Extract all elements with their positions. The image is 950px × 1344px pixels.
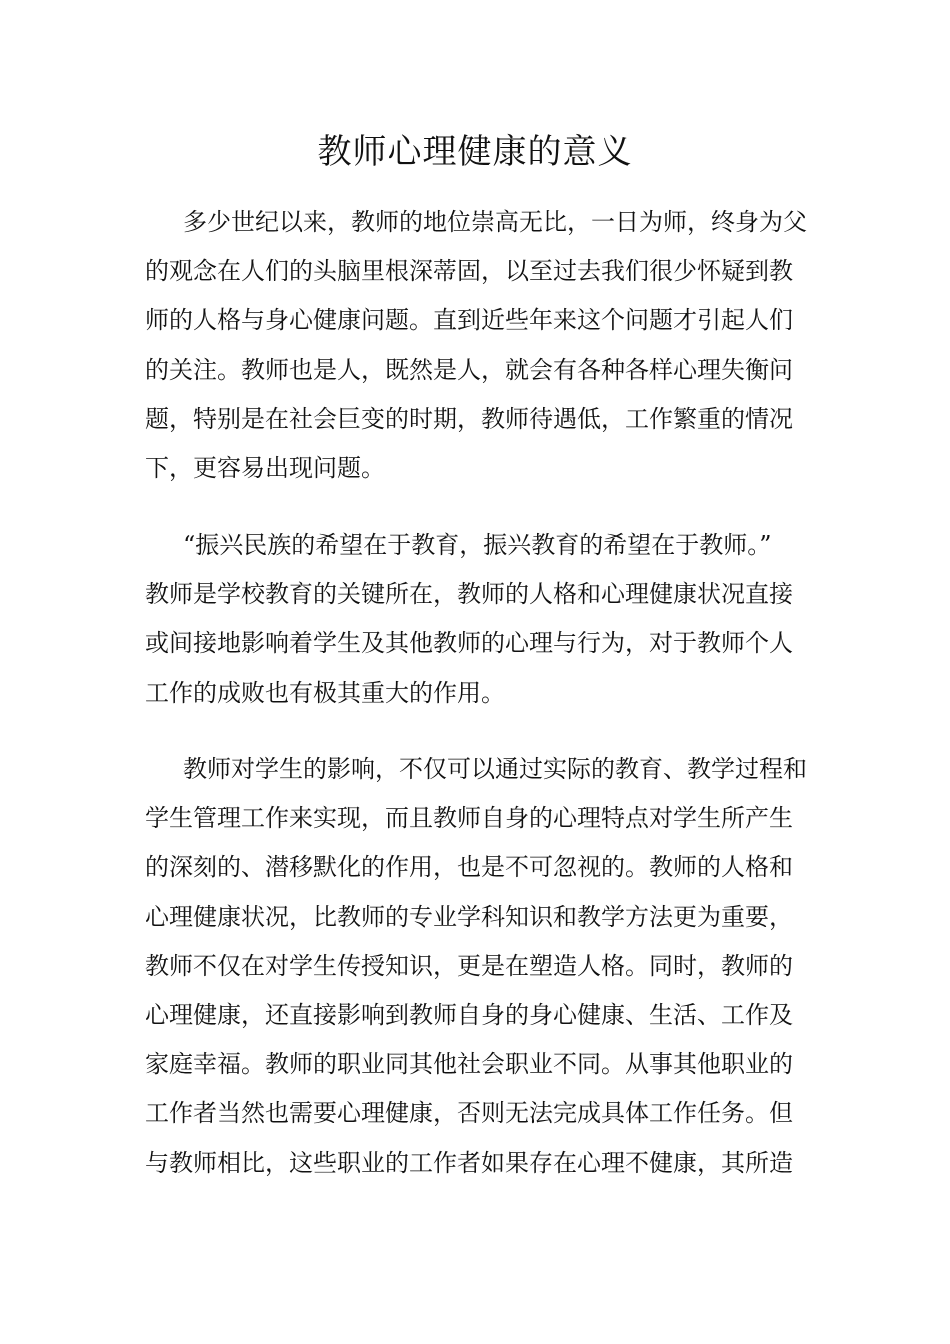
paragraph-line: 下，更容易出现问题。 bbox=[145, 453, 385, 482]
paragraph-line: 心理健康，还直接影响到教师自身的身心健康、生活、工作及 bbox=[145, 1000, 793, 1029]
paragraph-line: 工作的成败也有极其重大的作用。 bbox=[145, 678, 505, 707]
paragraph-line: 教师对学生的影响，不仅可以通过实际的教育、教学过程和 bbox=[183, 755, 807, 783]
paragraph-line: 多少世纪以来，教师的地位崇高无比，一日为师，终身为父 bbox=[183, 208, 807, 236]
paragraph-2 bbox=[145, 521, 810, 718]
paragraph-line: “振兴民族的希望在于教育，振兴教育的希望在于教师。” bbox=[183, 531, 772, 559]
paragraph-line: 心理健康状况，比教师的专业学科知识和教学方法更为重要， bbox=[145, 902, 793, 931]
paragraph-line: 教师是学校教育的关键所在，教师的人格和心理健康状况直接 bbox=[145, 580, 793, 609]
paragraph-line: 与教师相比，这些职业的工作者如果存在心理不健康，其所造 bbox=[145, 1148, 793, 1177]
paragraph-3 bbox=[145, 745, 810, 1188]
paragraph-line: 家庭幸福。教师的职业同其他社会职业不同。从事其他职业的 bbox=[145, 1050, 793, 1079]
paragraph-line: 或间接地影响着学生及其他教师的心理与行为，对于教师个人 bbox=[145, 629, 793, 658]
paragraph-line: 师的人格与身心健康问题。直到近些年来这个问题才引起人们 bbox=[145, 306, 793, 335]
paragraph-line: 学生管理工作来实现，而且教师自身的心理特点对学生所产生 bbox=[145, 804, 793, 833]
paragraph-line: 的深刻的、潜移默化的作用，也是不可忽视的。教师的人格和 bbox=[145, 853, 793, 882]
paragraph-line: 的观念在人们的头脑里根深蒂固，以至过去我们很少怀疑到教 bbox=[145, 257, 793, 286]
paragraph-line: 教师不仅在对学生传授知识，更是在塑造人格。同时，教师的 bbox=[145, 951, 793, 980]
paragraph-line: 的关注。教师也是人，既然是人，就会有各种各样心理失衡问 bbox=[145, 355, 793, 384]
paragraph-line: 题，特别是在社会巨变的时期，教师待遇低，工作繁重的情况 bbox=[145, 404, 793, 433]
document-title: 教师心理健康的意义 bbox=[317, 132, 633, 172]
paragraph-line: 工作者当然也需要心理健康，否则无法完成具体工作任务。但 bbox=[145, 1099, 793, 1128]
paragraph-1 bbox=[145, 198, 810, 493]
